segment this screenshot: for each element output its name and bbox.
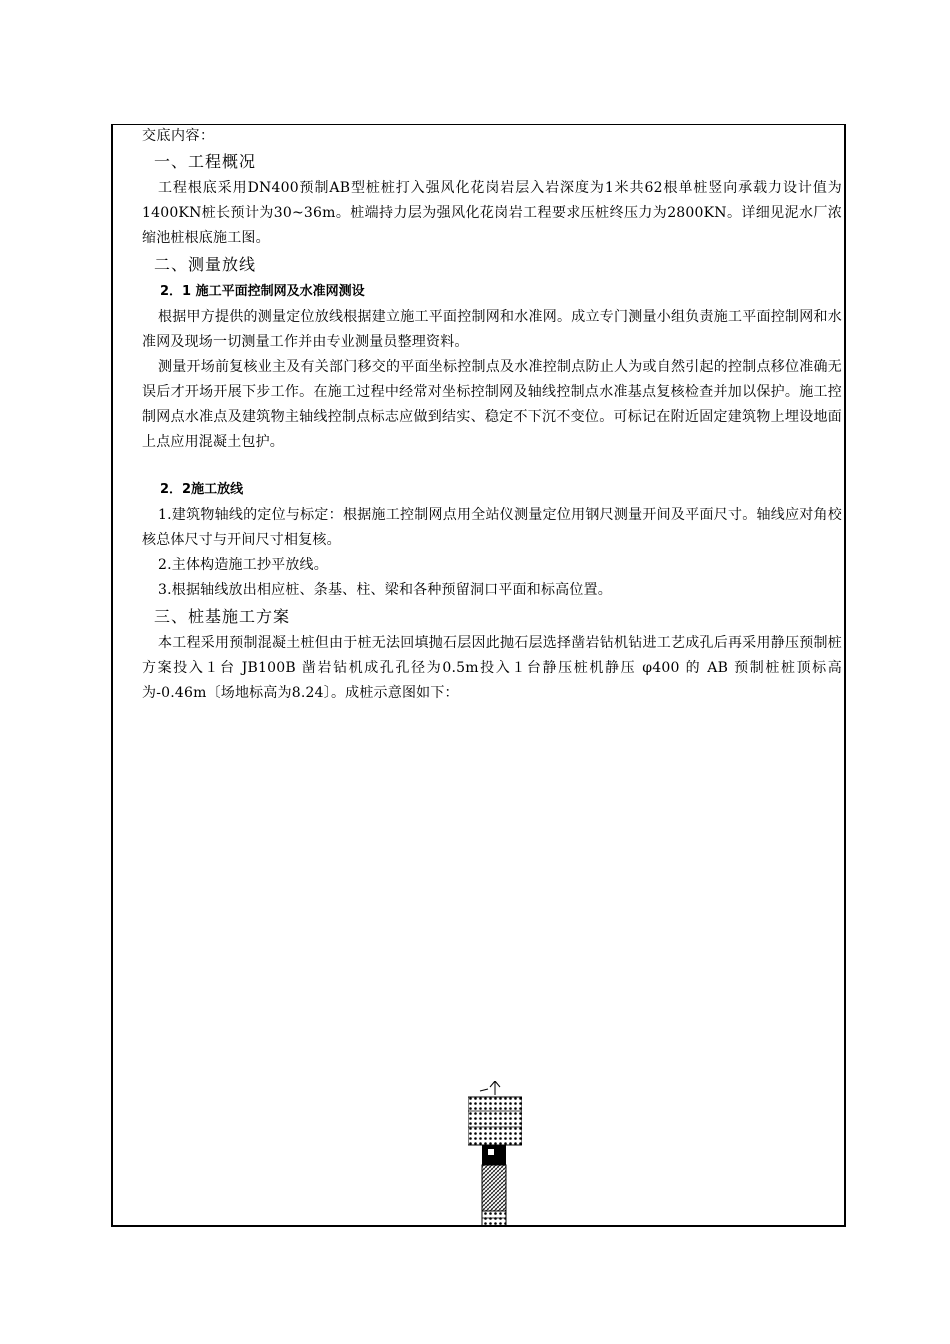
section-1-heading: 一、工程概况 bbox=[154, 152, 257, 171]
section-1-paragraph: 工程根底采用DN400预制AB型桩桩打入强风化花岗岩层入岩深度为1米共62根单桩竖向承载力设计值为1400KN桩长预计为30~36m。桩端持力层为强风化花岗岩工程要求压桩终压力为2800KN。详细见泥水厂浓缩池桩根底施工图。 bbox=[142, 180, 842, 246]
subsection-2-2-item-1: 1.建筑物轴线的定位与标定：根据施工控制网点用全站仪测量定位用钢尺测量开间及平面尺寸。轴线应对角校核总体尺寸与开间尺寸相复核。 bbox=[142, 507, 842, 548]
document-content bbox=[142, 124, 842, 706]
rock-socket bbox=[482, 1211, 506, 1227]
subsection-2-2-heading: 2．2施工放线 bbox=[160, 482, 244, 497]
subsection-2-2-item-3: 3.根据轴线放出相应桩、条基、柱、梁和各种预留洞口平面和标高位置。 bbox=[158, 582, 612, 598]
subsection-2-1-paragraph-2: 测量开场前复核业主及有关部门移交的平面坐标控制点及水准控制点防止人为或自然引起的控制点移位准确无误后才开场开展下步工作。在施工过程中经常对坐标控制网及轴线控制点水准基点复核检查并加以保护。施工控制网点水准点及建筑物主轴线控制点标志应做到结实、稳定不下沉不变位。可标记在附近固定建筑物上埋设地面上点应用混凝土包护。 bbox=[142, 359, 842, 450]
pile-top-flag bbox=[480, 1089, 488, 1091]
subsection-2-1-heading: 2．1 施工平面控制网及水准网测设 bbox=[160, 284, 365, 299]
subsection-2-2-item-2: 2.主体构造施工抄平放线。 bbox=[158, 557, 328, 573]
section-2-heading: 二、测量放线 bbox=[154, 255, 257, 274]
pile-schematic-figure bbox=[468, 1081, 522, 1227]
spacer bbox=[142, 455, 842, 477]
header-label: 交底内容： bbox=[142, 128, 215, 144]
section-3-paragraph: 本工程采用预制混凝土桩但由于桩无法回填抛石层因此抛石层选择凿岩钻机钻进工艺成孔后再采用静压预制桩方案投入１台 JB100B 凿岩钻机成孔孔径为0.5m投入１台静压桩机静压 φ400 的 AB 预制桩桩顶标高为-0.46m〔场地标高为8.24〕。成桩示意图如下： bbox=[142, 635, 842, 701]
subsection-2-1-paragraph-1: 根据甲方提供的测量定位放线根据建立施工平面控制网和水准网。成立专门测量小组负责施工平面控制网和水准网及现场一切测量工作并由专业测量员整理资料。 bbox=[142, 309, 842, 350]
riprap-layer bbox=[468, 1097, 522, 1145]
section-3-heading: 三、桩基施工方案 bbox=[154, 607, 291, 626]
pile-top-marker bbox=[490, 1081, 500, 1095]
pile-shaft bbox=[482, 1165, 506, 1211]
